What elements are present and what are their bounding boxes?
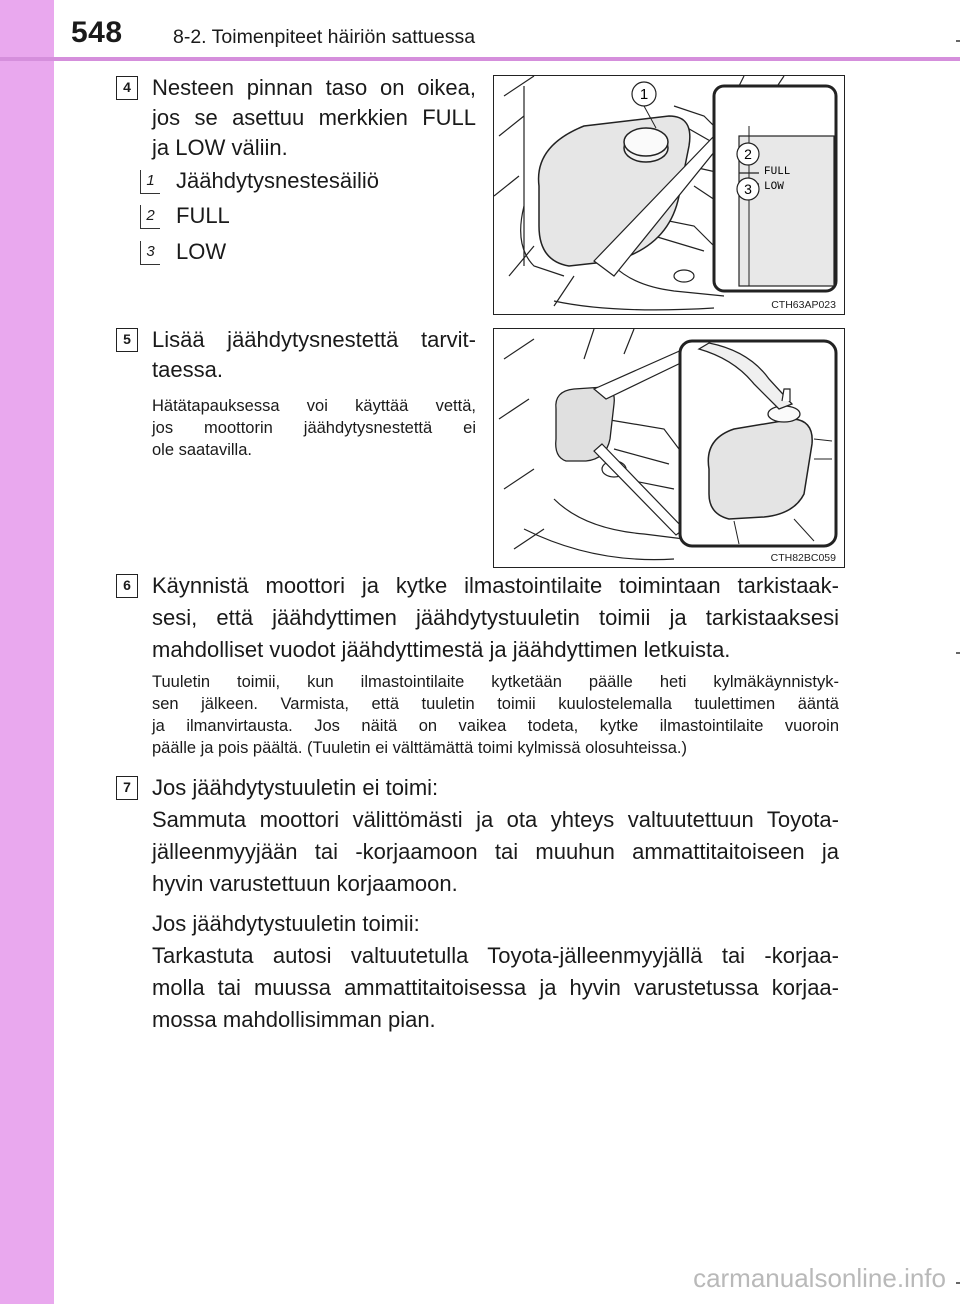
step6-note-line-1: Tuuletin toimii, kun ilmastointilaite kytketään päälle heti kylmäkäynnistyk- bbox=[152, 673, 839, 691]
callout-number: 3 bbox=[140, 241, 160, 265]
step5-note-line-2: jos moottorin jäähdytysnestettä ei bbox=[152, 419, 476, 437]
step5-line-2: taessa. bbox=[152, 357, 223, 382]
fig-low-mark: LOW bbox=[764, 181, 784, 193]
step4-line-3: ja LOW väliin. bbox=[152, 135, 288, 160]
trim-mark bbox=[956, 652, 960, 654]
trim-mark bbox=[956, 1282, 960, 1284]
step6-line-2: sesi, että jäähdyttimen jäähdytystuuletin toimii ja tarkistaaksesi bbox=[152, 605, 839, 630]
section-title: 8-2. Toimenpiteet häiriön sattuessa bbox=[173, 26, 476, 48]
step7-condition-2: Jos jäähdytystuuletin toimii: bbox=[152, 911, 420, 936]
figure-code: CTH63AP023 bbox=[771, 299, 836, 311]
page-number: 548 bbox=[71, 16, 123, 49]
fig-callout-1: 1 bbox=[639, 86, 649, 103]
adding-coolant-illustration bbox=[494, 329, 845, 568]
callout-label: LOW bbox=[176, 239, 227, 264]
step-number-7: 7 bbox=[116, 776, 138, 800]
fig-full-mark: FULL bbox=[764, 166, 791, 178]
fig-callout-3: 3 bbox=[744, 181, 752, 197]
figure-coolant-reservoir bbox=[493, 75, 845, 315]
step4-line-2: jos se asettuu merkkien FULL bbox=[152, 105, 476, 130]
step7-block2-line-1: Tarkastuta autosi valtuutetulla Toyota-jälleenmyyjällä tai -korjaa- bbox=[152, 943, 839, 968]
step7-block2-line-2: molla tai muussa ammattitaitoisessa ja hyvin varustetussa korjaa- bbox=[152, 975, 839, 1000]
step4-line-1: Nesteen pinnan taso on oikea, bbox=[152, 75, 476, 100]
header-rule bbox=[0, 57, 960, 61]
step7-block1-line-1: Sammuta moottori välittömästi ja ota yhteys valtuutettuun Toyota- bbox=[152, 807, 839, 832]
step7-condition-1: Jos jäähdytystuuletin ei toimi: bbox=[152, 775, 439, 800]
step7-block1-line-2: jälleenmyyjään tai -korjaamoon tai muuhun ammattitaitoiseen ja bbox=[152, 839, 839, 864]
step7-block1-line-3: hyvin varustettuun korjaamoon. bbox=[152, 871, 458, 896]
coolant-reservoir-illustration bbox=[494, 76, 845, 315]
fig-callout-2: 2 bbox=[744, 146, 752, 162]
step-number-4: 4 bbox=[116, 76, 138, 100]
step-number-6: 6 bbox=[116, 574, 138, 598]
figure-code: CTH82BC059 bbox=[770, 552, 836, 564]
figure-adding-coolant bbox=[493, 328, 845, 568]
callout-number: 1 bbox=[140, 170, 160, 194]
trim-mark bbox=[956, 40, 960, 42]
callout-label: Jäähdytysnestesäiliö bbox=[176, 168, 380, 193]
step6-line-1: Käynnistä moottori ja kytke ilmastointilaite toimintaan tarkistaak- bbox=[152, 573, 839, 598]
step7-block2-line-3: mossa mahdollisimman pian. bbox=[152, 1007, 436, 1032]
callout-label: FULL bbox=[176, 203, 230, 228]
step6-note-line-4: päälle ja pois päältä. (Tuuletin ei välttämättä toimi kylmissä olosuhteissa.) bbox=[152, 739, 687, 757]
chapter-sidebar-tab bbox=[0, 0, 54, 1304]
step5-note-line-1: Hätätapauksessa voi käyttää vettä, bbox=[152, 397, 476, 415]
step6-note-line-3: ja ilmanvirtausta. Jos näitä on vaikea todeta, kytke ilmastointilaite vuoroin bbox=[152, 717, 839, 735]
step5-note-line-3: ole saatavilla. bbox=[152, 441, 252, 459]
step6-line-3: mahdolliset vuodot jäähdyttimestä ja jäähdyttimen letkuista. bbox=[152, 637, 731, 662]
watermark: carmanualsonline.info bbox=[693, 1263, 946, 1293]
step5-line-1: Lisää jäähdytysnestettä tarvit- bbox=[152, 327, 476, 352]
step6-note-line-2: sen jälkeen. Varmista, että tuuletin toimii kuulostelemalla tuulettimen ääntä bbox=[152, 695, 839, 713]
step-number-5: 5 bbox=[116, 328, 138, 352]
callout-number: 2 bbox=[140, 205, 160, 229]
